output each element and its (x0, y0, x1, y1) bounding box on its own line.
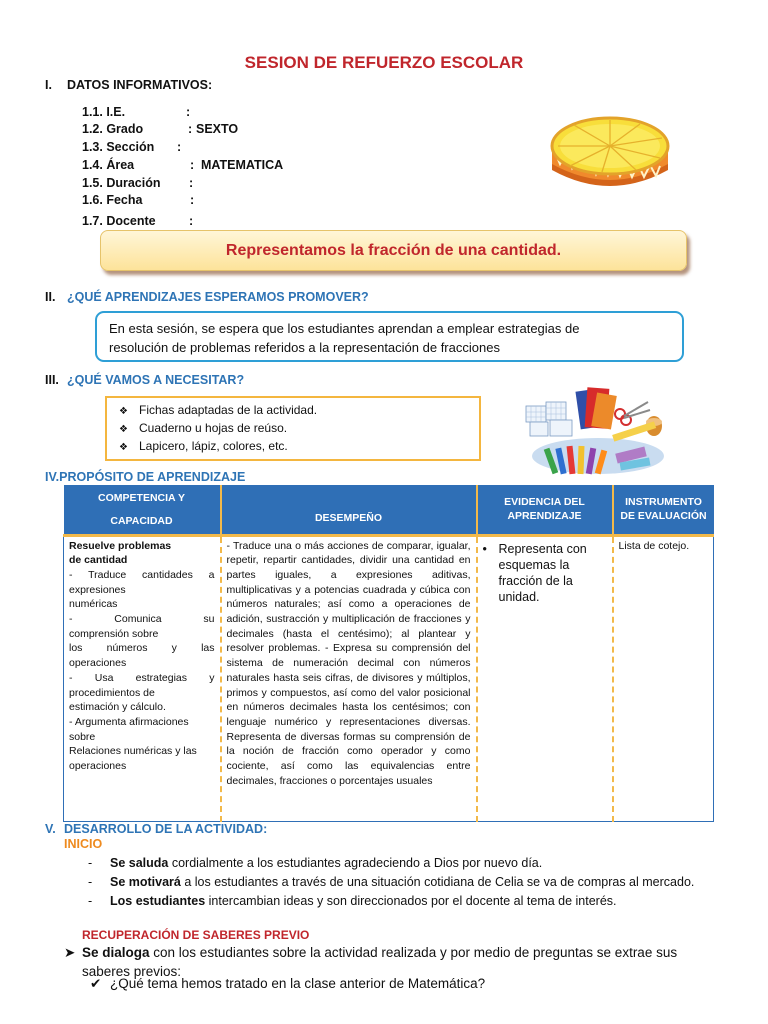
school-supplies-illustration (520, 376, 670, 480)
section-label: ¿QUÉ VAMOS A NECESITAR? (67, 373, 245, 387)
section-proposito-heading (45, 470, 245, 484)
info-label: 1.2. Grado (82, 122, 144, 136)
header-competencia: COMPETENCIA Y CAPACIDAD (64, 485, 221, 535)
info-value: MATEMATICA (201, 158, 284, 172)
table-row (64, 535, 714, 821)
section-number: IV. (45, 470, 60, 484)
info-row-fecha: 1.6. Fecha : (82, 193, 195, 207)
info-row-area: 1.4. Área : MATEMATICA (82, 158, 284, 172)
purpose-table (63, 485, 714, 822)
section-desarrollo-heading (45, 822, 267, 836)
instrumento-cell: Lista de cotejo. (613, 535, 714, 821)
info-value: SEXTO (196, 122, 239, 136)
info-row-ie: 1.1. I.E. : (82, 105, 191, 119)
list-item: ❖ Cuaderno u hojas de reúso. (119, 420, 479, 438)
info-row-docente: 1.7. Docente : (82, 214, 194, 228)
inicio-heading: INICIO (64, 837, 103, 851)
info-label: 1.5. Duración (82, 176, 161, 190)
table-header-row (64, 485, 714, 535)
diamond-bullet-icon: ❖ (119, 406, 128, 417)
cake-illustration (540, 108, 680, 194)
section-label: ¿QUÉ APRENDIZAJES ESPERAMOS PROMOVER? (67, 290, 369, 304)
info-label: 1.6. Fecha (82, 193, 143, 207)
arrow-bullet-icon: ➤ (64, 945, 76, 960)
section-number: V. (45, 822, 56, 836)
header-instrumento: INSTRUMENTO DE EVALUACIÓN (613, 485, 714, 535)
section-label: DATOS INFORMATIVOS: (67, 78, 213, 92)
info-label: 1.3. Sección (82, 140, 155, 154)
header-evidencia: EVIDENCIA DEL APRENDIZAJE (477, 485, 613, 535)
question-item: ✔ ¿Qué tema hemos tratado en la clase anterior de Matemática? (90, 976, 486, 991)
info-label: 1.1. I.E. (82, 105, 126, 119)
checkmark-icon: ✔ (90, 976, 102, 991)
info-row-seccion: 1.3. Sección : (82, 140, 182, 154)
section-label: DESARROLLO DE LA ACTIVIDAD: (64, 822, 268, 836)
section-datos-heading (45, 78, 212, 92)
page-title: SESION DE REFUERZO ESCOLAR (244, 53, 524, 72)
info-row-grado: 1.2. Grado : SEXTO (82, 122, 239, 136)
materials-box (105, 396, 481, 461)
list-item: - Se saluda cordialmente a los estudiantes agradeciendo a Dios por nuevo día. (88, 856, 543, 870)
competencia-title: de cantidad (69, 554, 128, 567)
section-aprendizajes-heading (45, 290, 369, 304)
info-label: 1.4. Área (82, 158, 135, 172)
section-number: I. (45, 78, 52, 92)
competencia-cell: Resuelve problemas de cantidad - Traduce cantidades a expresiones numéricas - Comunica su comprensión sobre los números y las operaciones - Usa estrategias y procedimientos de estimación y cálculo. - Argumenta afirmaciones sobre Relaciones numéricas y las operaciones (64, 535, 221, 821)
diamond-bullet-icon: ❖ (119, 424, 128, 435)
desempeno-cell: - Traduce una o más acciones de comparar, igualar, repetir, repartir cantidades, dividir una cantidad en partes iguales, a expresiones aditivas, multiplicativas y a potencias cuadrada y cúbica con números naturales; así como a operaciones de adición, sustracción y multiplicación de fracciones y decimales (hasta el centésimo); al plantear y resolver problemas. - Expresa su comprensión del sistema de numeración decimal con números naturales hasta seis cifras, de divisores y múltiplos, primos y compuestos, así como del valor posicional en números decimales hasta los centésimos; con lenguaje numérico y representaciones diversas. Representa de diversas formas su comprensión de la noción de fracción como operador y como cociente, así como las equivalencias entre decimales, fracciones o porcentajes usuales (221, 535, 477, 821)
bullet-icon: • (482, 541, 487, 556)
diamond-bullet-icon: ❖ (119, 442, 128, 453)
recuperacion-heading: RECUPERACIÓN DE SABERES PREVIO (82, 928, 310, 942)
list-item: - Se motivará a los estudiantes a través de una situación cotidiana de Celia se va de compras al mercado. (88, 875, 695, 889)
info-label: 1.7. Docente (82, 214, 156, 228)
learning-goal-line-1: En esta sesión, se espera que los estudiantes aprendan a emplear estrategias de (109, 321, 580, 336)
section-necesitar-heading (45, 373, 244, 387)
section-number: II. (45, 290, 56, 304)
section-number: III. (45, 373, 59, 387)
list-item: ❖ Fichas adaptadas de la actividad. (119, 402, 479, 420)
section-label: PROPÓSITO DE APRENDIZAJE (59, 470, 246, 484)
header-desempeno: DESEMPEÑO (221, 485, 477, 535)
dialog-paragraph: ➤ Se dialoga con los estudiantes sobre la actividad realizada y por medio de preguntas se extrae sus saberes previos: (64, 945, 678, 979)
info-row-duracion: 1.5. Duración : (82, 176, 194, 190)
list-item: ❖ Lapicero, lápiz, colores, etc. (119, 438, 479, 456)
competencia-title: Resuelve problemas (69, 539, 172, 552)
learning-goal-line-2: resolución de problemas referidos a la representación de fracciones (109, 340, 500, 355)
learning-goal-box (95, 311, 684, 362)
evidencia-cell: • Representa con esquemas la fracción de la unidad. (477, 535, 613, 821)
list-item: - Los estudiantes intercambian ideas y son direccionados por el docente al tema de interés. (88, 894, 617, 908)
session-topic-banner: Representamos la fracción de una cantidad. (100, 230, 687, 271)
